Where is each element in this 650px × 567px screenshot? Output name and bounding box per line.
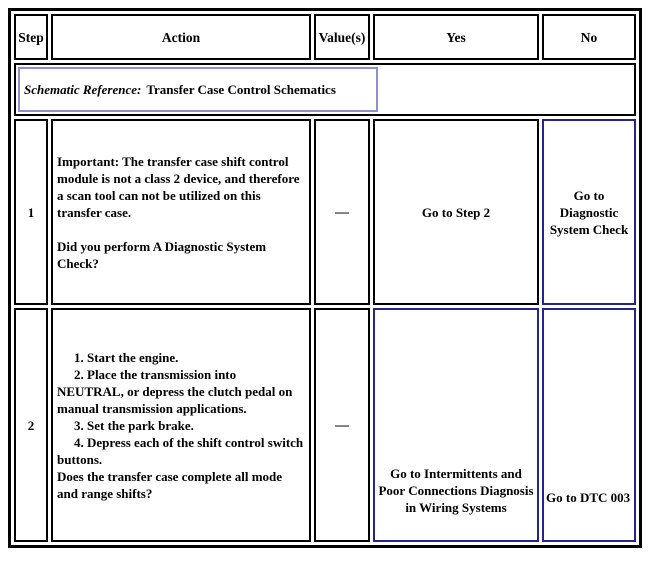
action-step-3: 3. Set the park brake. bbox=[74, 417, 194, 433]
table-row-step-1 bbox=[14, 119, 636, 305]
schematic-reference-cell bbox=[14, 63, 636, 116]
header-row bbox=[14, 14, 636, 60]
column-header-no: No bbox=[542, 14, 636, 60]
schematic-reference-value: Transfer Case Control Schematics bbox=[146, 82, 336, 97]
yes-cell: Go to Intermittents and Poor Connections Diagnosis in Wiring Systems bbox=[373, 308, 539, 542]
column-header-action: Action bbox=[51, 14, 311, 60]
column-header-values: Value(s) bbox=[314, 14, 370, 60]
schematic-reference-row bbox=[14, 63, 636, 116]
action-step-2: 2. Place the transmission into NEUTRAL, or depress the clutch pedal on manual transmission applications. bbox=[57, 366, 293, 416]
action-step-4: 4. Depress each of the shift control switch buttons. bbox=[57, 434, 304, 467]
no-cell: Go to Diagnostic System Check bbox=[542, 119, 636, 305]
action-step-1: 1. Start the engine. bbox=[74, 349, 179, 365]
no-cell: Go to DTC 003 bbox=[542, 308, 636, 542]
values-cell: — bbox=[314, 119, 370, 305]
column-header-step: Step bbox=[14, 14, 48, 60]
schematic-reference-box bbox=[18, 67, 378, 112]
action-important-text: Important: The transfer case shift control module is not a class 2 device, and therefore a scan tool can not be utilized on this transfer case. bbox=[57, 153, 300, 220]
table-row-step-2 bbox=[14, 308, 636, 542]
yes-cell: Go to Step 2 bbox=[373, 119, 539, 305]
action-cell bbox=[51, 308, 311, 542]
diagnostic-table bbox=[8, 8, 642, 548]
schematic-reference-label: Schematic Reference: bbox=[24, 82, 142, 97]
step-number: 1 bbox=[14, 119, 48, 305]
values-cell: — bbox=[314, 308, 370, 542]
action-question: Does the transfer case complete all mode and range shifts? bbox=[57, 468, 283, 501]
action-question: Did you perform A Diagnostic System Check? bbox=[57, 238, 267, 271]
column-header-yes: Yes bbox=[373, 14, 539, 60]
action-cell bbox=[51, 119, 311, 305]
step-number: 2 bbox=[14, 308, 48, 542]
